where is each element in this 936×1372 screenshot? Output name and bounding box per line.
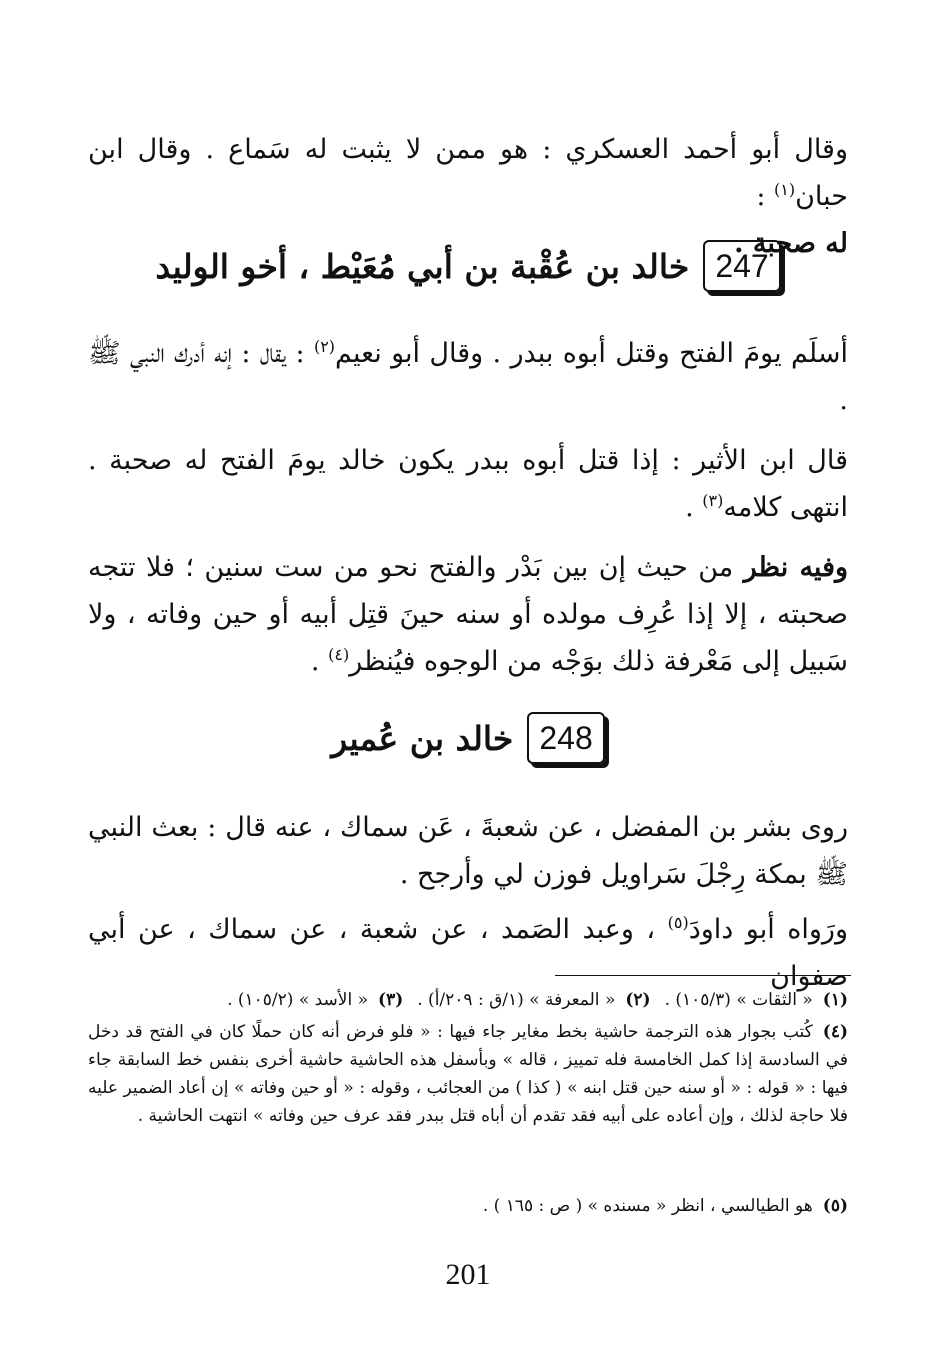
- paragraph-ibn-athir: [88, 437, 848, 531]
- entry-title: خالد بن عُقْبة بن أبي مُعَيْط ، أخو الوليد: [155, 246, 690, 286]
- text-run: وقال أبو أحمد العسكري : هو ممن لا يثبت له سَماع . وقال ابن حبان: [88, 134, 848, 212]
- entry-heading-247: [0, 240, 936, 292]
- footnotes-row-1: [88, 986, 848, 1014]
- entry-heading-248: [0, 712, 936, 764]
- text-run: : يقال : إنه أدرك النبي ﷺ .: [88, 338, 848, 416]
- text-run: :: [756, 181, 774, 212]
- paragraph-aslama: [88, 330, 848, 424]
- footnote-1: (١)« الثقات » (١٠٥/٣) .: [664, 990, 848, 1010]
- entry-title: خالد بن عُمير: [331, 718, 514, 758]
- footnote-ref-1: (١): [774, 180, 796, 199]
- page-number: 201: [445, 1258, 491, 1291]
- footnote-ref-2: (٢): [313, 337, 336, 356]
- text-run: ورَواه أبو داودَ: [688, 914, 848, 945]
- footnote-divider: [555, 975, 851, 976]
- entry-number-box: 247: [703, 240, 780, 292]
- entry-number-box: 248: [527, 712, 604, 764]
- text-run: .: [310, 646, 329, 677]
- footnote-3: (٣)« الأسد » (١٠٥/٢) .: [227, 990, 404, 1010]
- bold-text: وفيه نظر: [743, 552, 849, 583]
- text-run: .: [685, 492, 703, 523]
- text-run: قال ابن الأثير : إذا قتل أبوه ببدر يكون خالد يومَ الفتح له صحبة . انتهى كلامه: [88, 445, 848, 523]
- text-run: ، وعبد الصَمد ، عن شعبة ، عن سماك ، عن أبي صفوان: [88, 914, 848, 992]
- footnote-5: (٥)هو الطيالسي ، انظر « مسنده » ( ص : ١٦٥ ) .: [482, 1196, 848, 1216]
- paragraph-rawa-bishr: [88, 804, 848, 898]
- paragraph-fihi-nazar: [88, 544, 848, 685]
- bold-text: له صحبة .: [734, 228, 848, 259]
- footnote-4: (٤)كُتب بجوار هذه الترجمة حاشية بخط مغاير جاء فيها : « فلو فرض أنه كان حملًا كان في الفتح قد دخل في السادسة إذا كمل الخامسة فله تمييز ، قاله » وبأسفل هذه الحاشية حاشية أخرى بنفس خط السابقة جاء فيها : « قوله : « أو سنه حين قتل ابنه » ( كذا ) من العجائب ، وقوله : « أو حين وفاته » إن أعاد الضمير عليه فلا حاجة لذلك ، وإن أعاده على أبيه فقد تقدم أن أباه قتل ببدر فقد عرف حين وفاته » انتهت الحاشية .: [88, 1022, 848, 1126]
- footnote-2: (٢)« المعرفة » (١/ق : ٢٠٩/أ) .: [417, 990, 651, 1010]
- text-run: روى بشر بن المفضل ، عن شعبةَ ، عَن سماك ، عنه قال : بعث النبي ﷺ بمكة رِجْلَ سَراويل فوزن لي وأرجح .: [88, 812, 848, 890]
- footnote-ref-5: (٥): [667, 913, 689, 932]
- text-run: أسلَم يومَ الفتح وقتل أبوه ببدر . وقال أبو نعيم: [335, 338, 848, 369]
- text-run: من حيث إن بين بَدْر والفتح نحو من ست سنين ؛ فلا تتجه صحبته ، إلا إذا عُرِف مولده أو سنه حينَ قتِل أبيه أو حين وفاته ، ولا سَبيل إلى مَعْرفة ذلك بوَجْه من الوجوه فيُنظر: [88, 552, 848, 677]
- footnote-ref-3: (٣): [702, 491, 724, 510]
- footnote-ref-4: (٤): [328, 645, 350, 664]
